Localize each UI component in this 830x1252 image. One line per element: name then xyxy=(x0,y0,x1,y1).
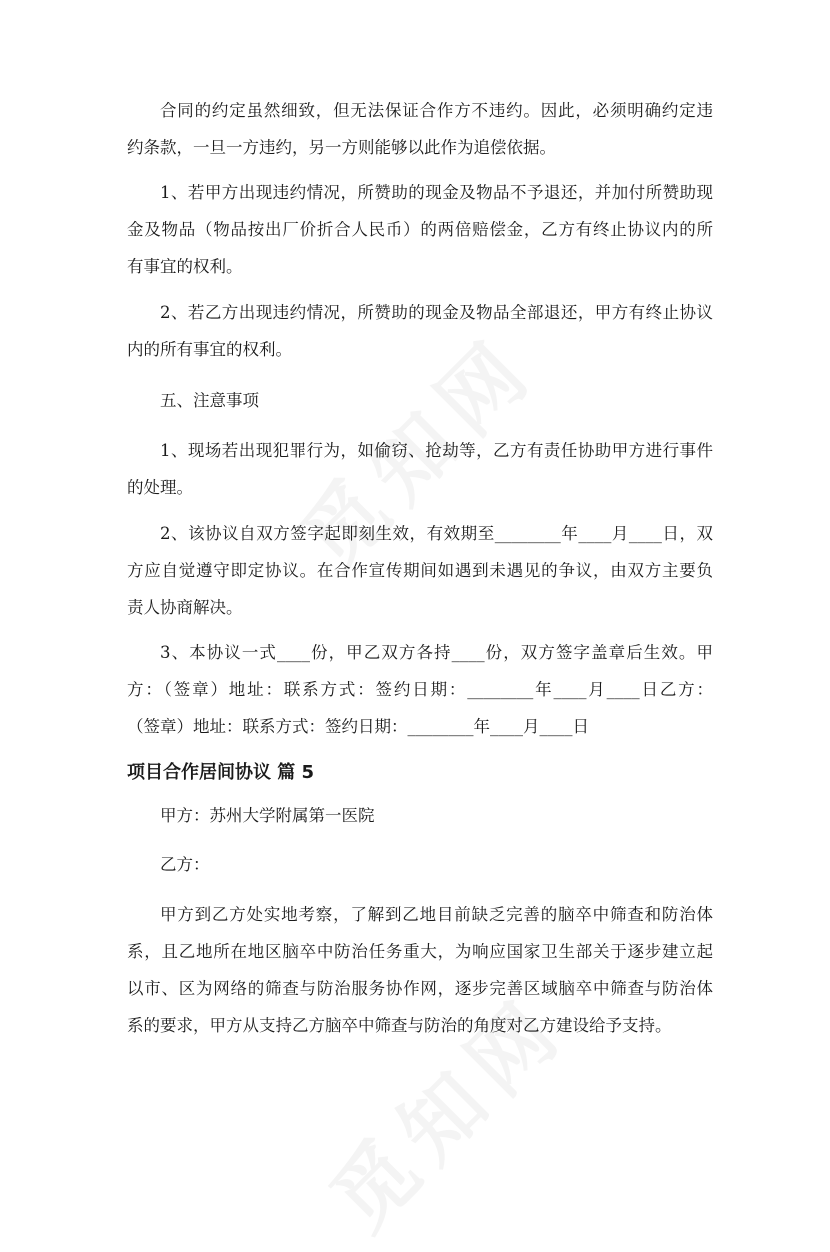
text-line: 2、若乙方出现违约情况，所赞助的现金及物品全部退还，甲方有终止协议 xyxy=(160,303,713,322)
text-line: 甲方到乙方处实地考察，了解到乙地目前缺乏完善的脑卒中筛查和防治体 xyxy=(160,905,713,924)
section-heading: 项目合作居间协议 篇 5 xyxy=(127,762,315,783)
text-line: 方应自觉遵守即定协议。在合作宣传期间如遇到未遇见的争议，由双方主要负 xyxy=(127,561,713,580)
text-line: 1、若甲方出现违约情况，所赞助的现金及物品不予退还，并加付所赞助现 xyxy=(160,183,713,202)
text-line: 约条款，一旦一方违约，另一方则能够以此作为追偿依据。 xyxy=(127,138,556,157)
text-line: 甲方：苏州大学附属第一医院 xyxy=(160,806,375,825)
text-line: 合同的约定虽然细致，但无法保证合作方不违约。因此，必须明确约定违 xyxy=(160,101,713,120)
paragraph-note-1 xyxy=(127,432,713,506)
text-line: 的处理。 xyxy=(127,478,193,497)
party-a-line xyxy=(127,797,713,834)
text-line: 系的要求，甲方从支持乙方脑卒中筛查与防治的角度对乙方建设给予支持。 xyxy=(127,1016,672,1035)
paragraph-inspection xyxy=(127,896,713,1044)
text-line: 责人协商解决。 xyxy=(127,598,243,617)
paragraph-note-2 xyxy=(127,515,713,626)
paragraph-breach-party-b xyxy=(127,294,713,368)
text-line: 3、本协议一式____份，甲乙双方各持____份，双方签字盖章后生效。甲 xyxy=(160,643,713,662)
text-line: 内的所有事宜的权利。 xyxy=(127,340,292,359)
text-line: 金及物品（物品按出厂价折合人民币）的两倍赔偿金，乙方有终止协议内的所 xyxy=(127,220,713,239)
paragraph-note-3 xyxy=(127,634,713,745)
text-line: 2、该协议自双方签字起即刻生效，有效期至________年____月____日，双 xyxy=(160,524,713,543)
text-line: 五、注意事项 xyxy=(160,391,259,410)
party-b-line xyxy=(127,846,713,883)
text-line: 方：（签章）地址：联系方式：签约日期：________年____月____日乙方： xyxy=(127,680,713,699)
text-line: 以市、区为网络的筛查与防治服务协作网，逐步完善区域脑卒中筛查与防治体 xyxy=(127,979,713,998)
text-line: 系，且乙地所在地区脑卒中防治任务重大，为响应国家卫生部关于逐步建立起 xyxy=(127,942,713,961)
section-title-notes xyxy=(127,382,713,419)
text-line: 1、现场若出现犯罪行为，如偷窃、抢劫等，乙方有责任协助甲方进行事件 xyxy=(160,441,713,460)
text-line: 有事宜的权利。 xyxy=(127,257,243,276)
text-line: 乙方： xyxy=(160,855,210,874)
paragraph-breach-party-a xyxy=(127,174,713,285)
paragraph-breach-intro xyxy=(127,92,713,166)
text-line: （签章）地址：联系方式：签约日期：________年____月____日 xyxy=(127,717,589,736)
